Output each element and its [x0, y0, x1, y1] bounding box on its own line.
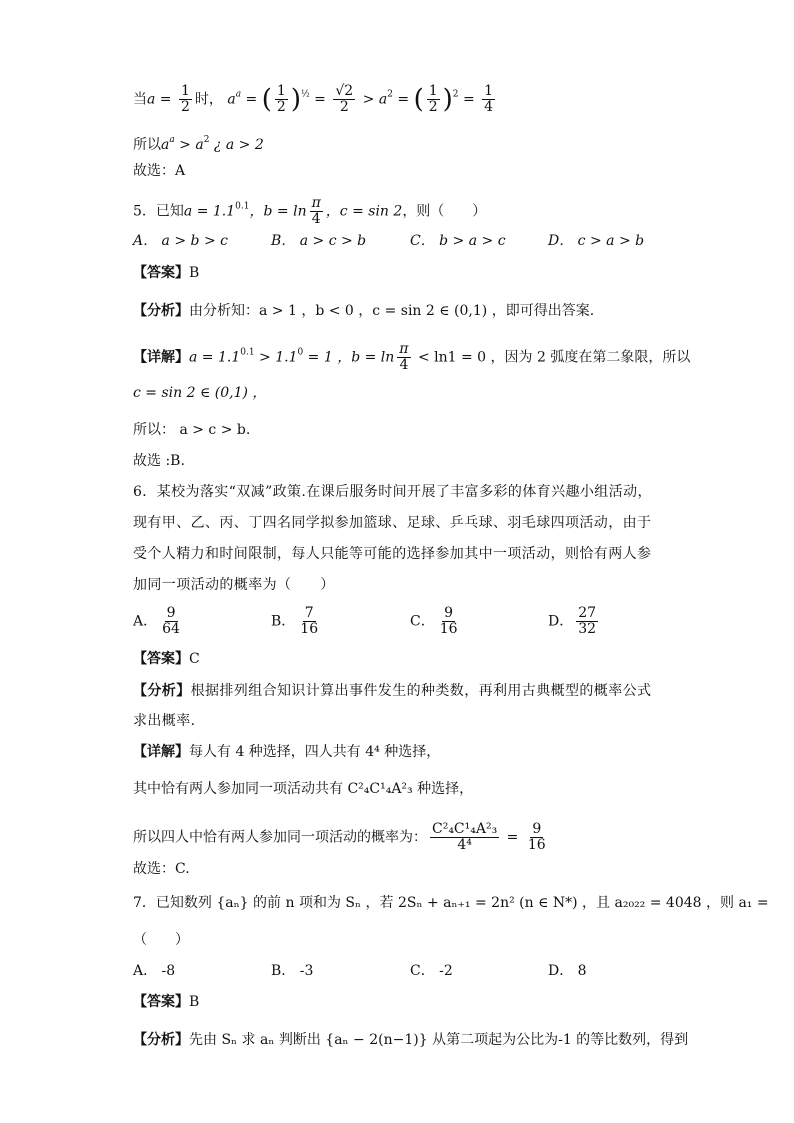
q5-b-def: ，b = ln [249, 203, 307, 220]
option-fraction [438, 606, 460, 637]
q7-option-c: C． -2 [410, 963, 453, 979]
q5-analysis [133, 302, 594, 320]
q5-prefix: 5．已知 [133, 203, 184, 220]
exponent-a: a [169, 135, 175, 145]
q5-option-b: B． a > c > b [271, 233, 367, 249]
text-when: 时， [194, 91, 223, 108]
analysis-tag: 【分析】 [133, 1032, 189, 1048]
exponent-a: a [235, 89, 242, 100]
fraction-denominator: 4 [311, 211, 321, 227]
gt-sign: > [358, 91, 379, 108]
fraction-denominator: 4⁴ [457, 837, 472, 853]
fraction-denominator: 4 [399, 357, 409, 373]
fraction-denominator: 2 [181, 99, 190, 115]
fraction-numerator: 9 [532, 821, 542, 837]
option-label: D． [548, 613, 574, 630]
fraction-numerator: √2 [335, 83, 354, 99]
analysis-tag: 【分析】 [133, 303, 189, 319]
q5-detail [133, 342, 690, 373]
q5-a-def: a = 1.1 [183, 203, 236, 220]
var-a-base: a [227, 91, 236, 108]
q6-choose: 故选：C. [133, 861, 190, 877]
detail-mid-2: = 1 ，b = ln [303, 349, 395, 366]
q7-option-a: A． -8 [133, 963, 176, 979]
fraction-half-3 [427, 84, 440, 115]
fraction-numerator: π [311, 195, 321, 211]
q5-answer [133, 264, 199, 282]
fraction-denominator: 32 [578, 621, 597, 637]
fraction-numerator: 27 [578, 605, 597, 621]
option-label: B． [271, 613, 296, 630]
probability-fraction [430, 822, 499, 853]
q7-option-d: D． 8 [548, 963, 587, 979]
var-a: a [147, 91, 156, 108]
text-prefix: 当 [133, 91, 147, 108]
analysis-tag: 【分析】 [133, 683, 191, 699]
eq-sign-3: = [309, 91, 331, 108]
fraction-denominator: 4 [484, 99, 494, 115]
q5-c-def: ，c = sin 2 [325, 203, 403, 220]
fraction-half [179, 84, 192, 115]
q5-option-d: D． c > a > b [548, 233, 645, 249]
detail-text: 每人有 4 种选择，四人共有 4⁴ 种选择， [189, 744, 441, 760]
detail-mid: > 1.1 [254, 349, 298, 366]
q6-option-d [548, 606, 601, 637]
q7-paren: （ ） [133, 932, 189, 948]
fraction-denominator: 2 [428, 99, 438, 115]
option-label: A． [133, 613, 158, 630]
q5-option-c: C． b > a > c [410, 233, 506, 249]
analysis-text: 由分析知：a > 1 ，b < 0 ，c = sin 2 ∈ (0,1) ，即可得出答案. [189, 303, 595, 319]
paren-open: ( [261, 84, 272, 115]
analysis-text: 根据排列组合知识计算出事件发生的种类数，再利用古典概型的概率公式求出概率. [133, 683, 652, 729]
exponent-half: ½ [300, 89, 310, 100]
q6-answer [133, 650, 200, 668]
exponent-2: 2 [387, 89, 393, 100]
paren-close: ) [290, 84, 301, 115]
fraction-denominator: 2 [276, 99, 286, 115]
text-so: 所以 [133, 137, 161, 153]
fraction-numerator: π [399, 341, 409, 357]
q6-option-b [271, 606, 323, 637]
fraction-numerator: 1 [428, 83, 438, 99]
conclusion-line [133, 131, 264, 154]
answer-value: B [189, 265, 200, 281]
fraction-numerator: 9 [166, 605, 176, 621]
detail-exp-1: 0.1 [240, 347, 255, 358]
detail-expr: a = 1.1 [189, 349, 241, 366]
detail-tag: 【详解】 [133, 744, 189, 760]
option-label: C． [410, 613, 435, 630]
question-7-stem: 7．已知数列 {aₙ} 的前 n 项和为 Sₙ ，若 2Sₙ + aₙ₊₁ = 2n² (n ∈ N*) ，且 a₂₀₂₂ = 4048 ，则 a₁ = [133, 895, 769, 911]
eq-sign-4: = [392, 91, 414, 108]
q6-detail-3 [133, 822, 551, 853]
fraction-denominator: 16 [527, 837, 546, 853]
q6-option-a [133, 606, 185, 637]
fraction-denominator: 16 [439, 621, 458, 637]
detail-text: 所以四人中恰有两人参加同一项活动的概率为： [133, 829, 427, 846]
exponent-2: 2 [203, 135, 210, 145]
result-fraction [526, 822, 548, 853]
q5-option-a: A． a > b > c [133, 233, 228, 249]
choose-a-line: 故选：A [133, 163, 186, 179]
detail-tag: 【详解】 [133, 349, 189, 366]
eq-sign-2: = [241, 91, 262, 108]
question-5-stem [133, 196, 486, 227]
q7-analysis [133, 1031, 688, 1049]
fraction-denominator: 2 [339, 99, 349, 115]
detail-tail: < ln1 = 0 ，因为 2 弧度在第二象限，所以 [413, 349, 691, 366]
fraction-quarter [482, 84, 495, 115]
question-6-stem: 6．某校为落实“双减”政策.在课后服务时间开展了丰富多彩的体育兴趣小组活动，现有甲、乙、丙、丁四名同学拟参加篮球、足球、乒乓球、羽毛球四项活动，由于受个人精力和时间限制，每人只能等可能的选择参加其中一项活动，则恰有两人参加同一项活动的概率为（ ） [133, 484, 652, 593]
fraction-numerator: 9 [444, 605, 454, 621]
inequality-tail: ¿ a > 2 [209, 137, 264, 153]
fraction-numerator: 1 [276, 83, 286, 99]
q5-so: 所以： a > c > b. [133, 422, 251, 438]
fraction-sqrt2 [333, 84, 355, 115]
q6-analysis [133, 676, 663, 736]
answer-value: C [189, 651, 200, 667]
eq-sign: = [155, 91, 176, 108]
q6-detail [133, 743, 440, 761]
q7-answer [133, 993, 199, 1011]
detail-exp-2: 0 [297, 347, 304, 358]
q6-detail-2: 其中恰有两人参加同一项活动共有 C²₄C¹₄A²₃ 种选择， [133, 781, 474, 797]
fraction-numerator: 1 [181, 83, 190, 99]
paren-close-2: ) [442, 84, 453, 115]
eq-sign-5: = [458, 91, 480, 108]
q5-a-exp: 0.1 [235, 201, 250, 212]
q5-tail: ，则（ ） [402, 203, 487, 220]
answer-tag: 【答案】 [133, 994, 189, 1010]
paren-open-2: ( [413, 84, 424, 115]
option-fraction [298, 606, 320, 637]
answer-value: B [189, 994, 200, 1010]
fraction-denominator: 64 [162, 621, 180, 637]
q6-option-c [410, 606, 463, 637]
inequality: > a [174, 137, 204, 153]
detail-pi-over-4 [397, 342, 410, 373]
formula-line-1 [133, 84, 498, 115]
fraction-half-2 [275, 84, 288, 115]
eq-sign: = [502, 829, 523, 846]
fraction-denominator: 16 [300, 621, 319, 637]
exponent-2b: 2 [452, 89, 459, 100]
var-a: a [161, 137, 170, 153]
analysis-text: 先由 Sₙ 求 aₙ 判断出 {aₙ − 2(n−1)} 从第二项起为公比为-1 的等比数列，得到 [189, 1032, 689, 1048]
q5-pi-over-4 [310, 196, 323, 227]
option-fraction [576, 606, 598, 637]
q7-option-b: B． -3 [271, 963, 314, 979]
q5-detail-line-2: c = sin 2 ∈ (0,1) ， [133, 385, 267, 401]
answer-tag: 【答案】 [133, 265, 189, 281]
var-a-sq: a [378, 91, 388, 108]
fraction-numerator: C²₄C¹₄A²₃ [432, 821, 498, 837]
fraction-numerator: 7 [304, 605, 314, 621]
fraction-numerator: 1 [484, 83, 494, 99]
q5-choose: 故选 :B. [133, 453, 185, 469]
option-fraction [160, 606, 182, 637]
answer-tag: 【答案】 [133, 651, 189, 667]
